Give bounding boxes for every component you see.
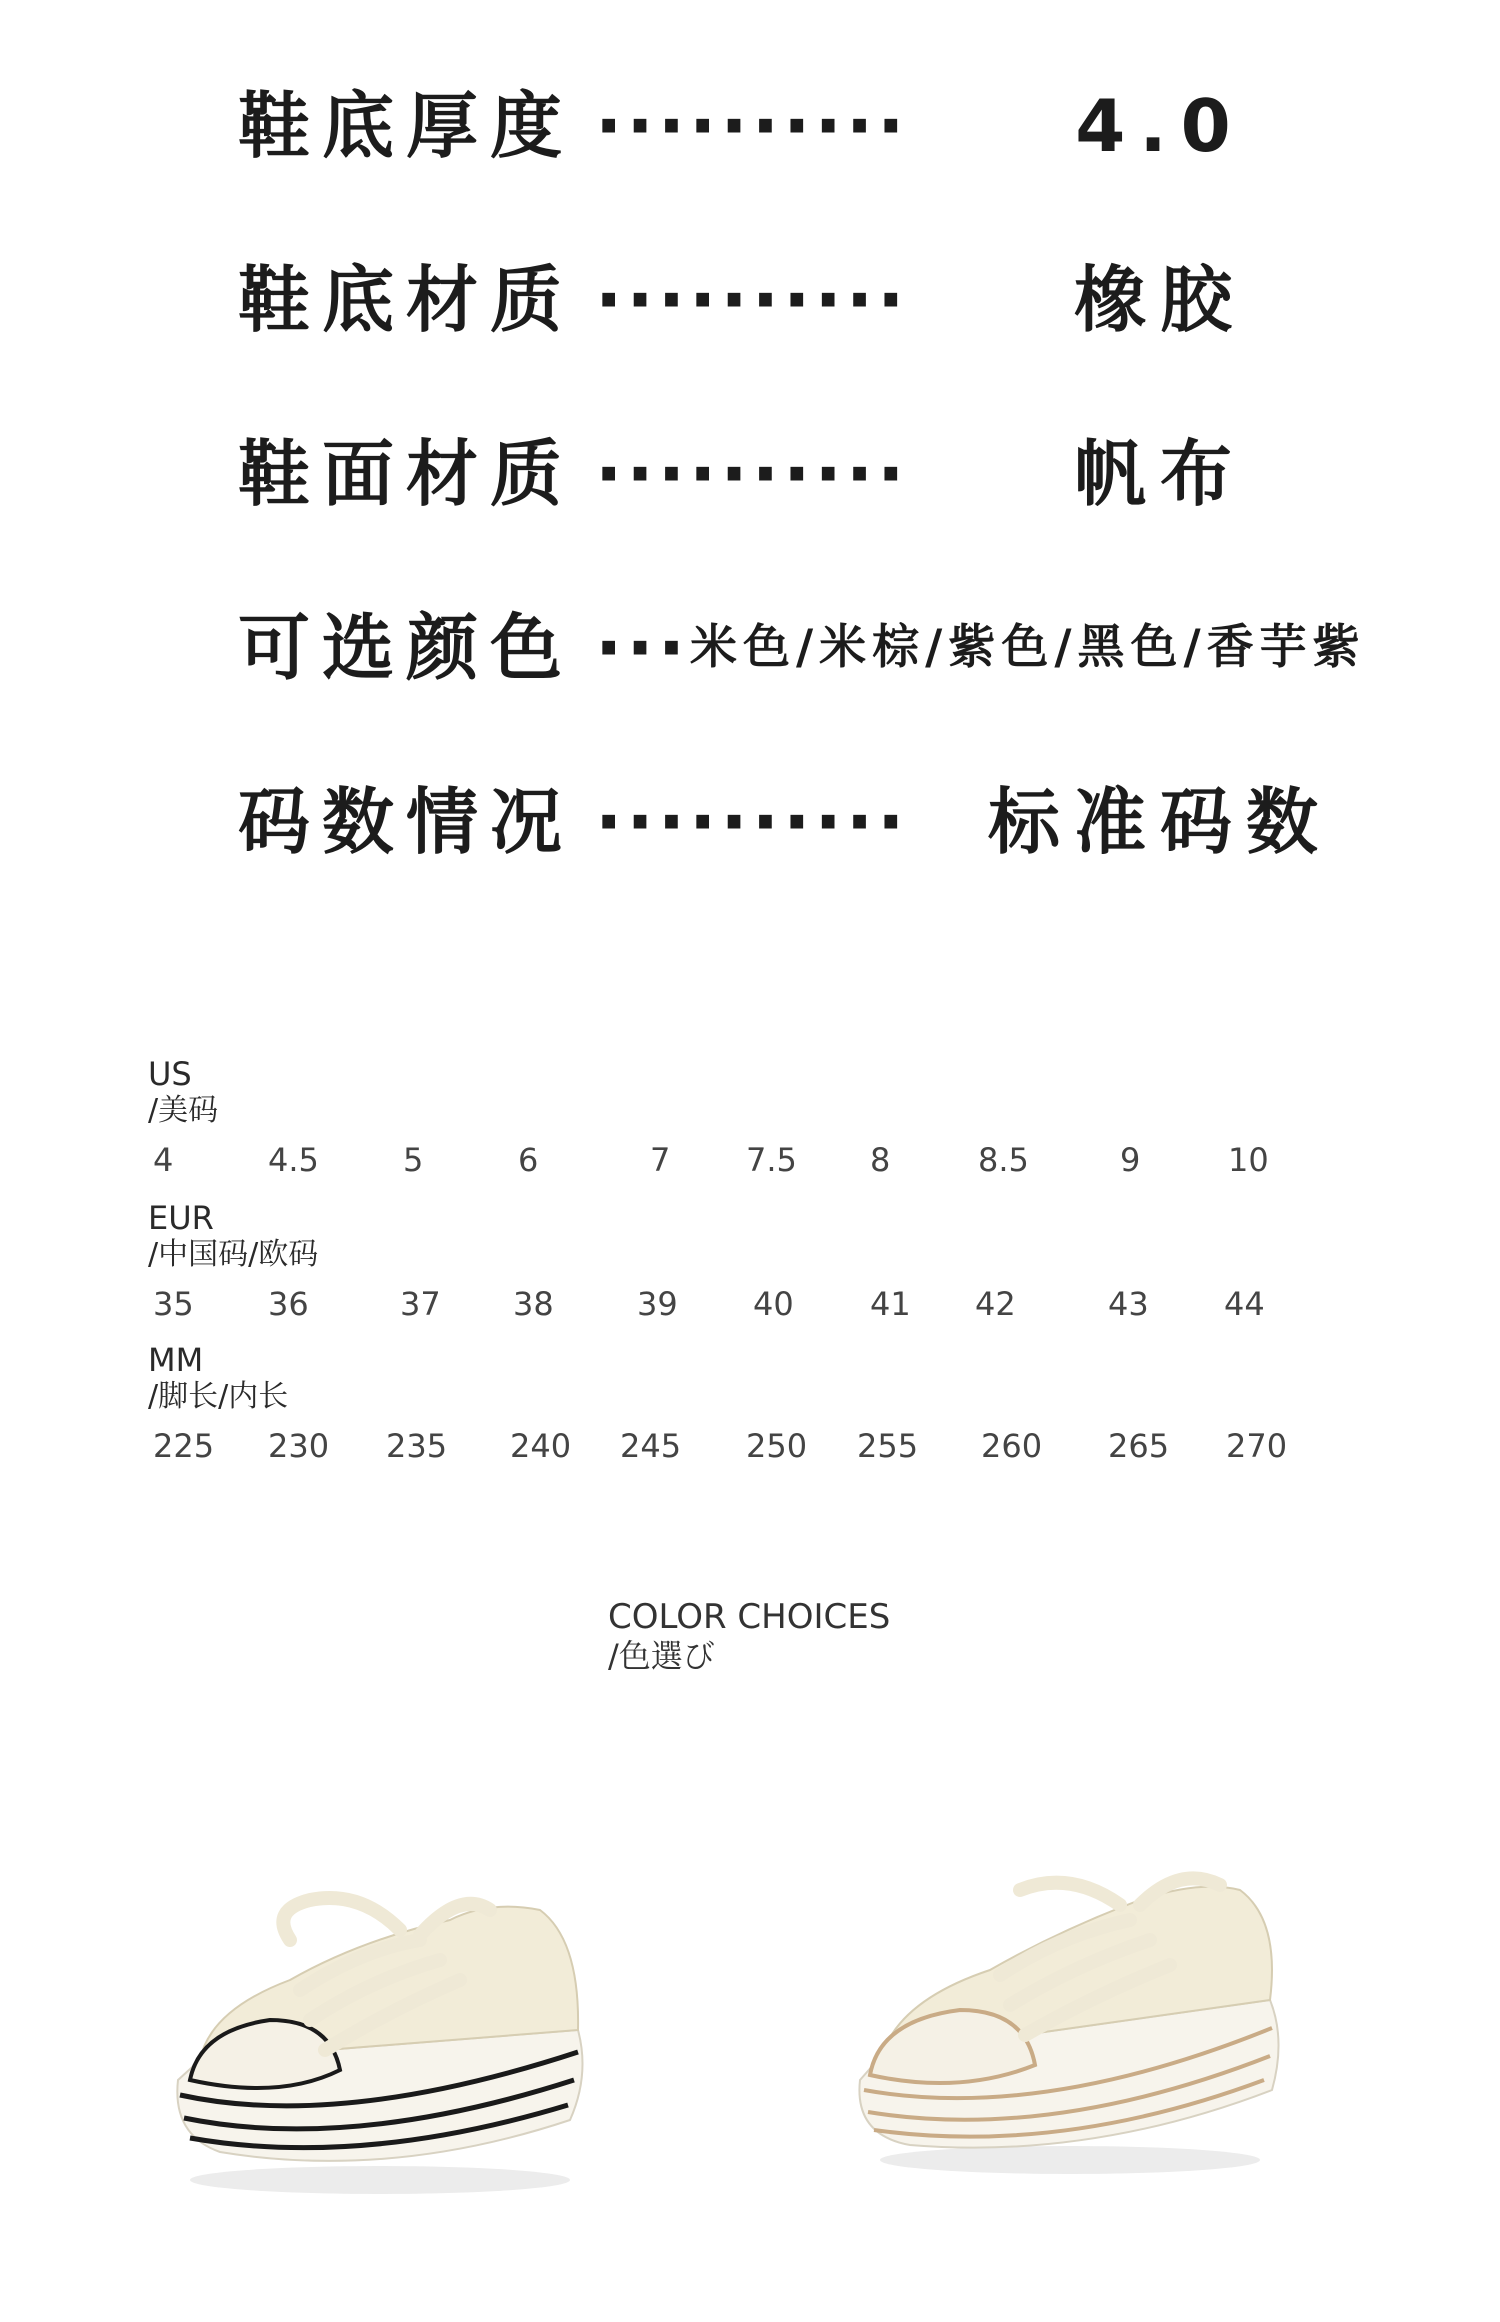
spec-value: 标准码数 xyxy=(987,780,1332,864)
size-cell: 6 xyxy=(518,1141,539,1179)
size-cell: 265 xyxy=(1108,1427,1170,1465)
spec-value: 帆布 xyxy=(1073,432,1246,516)
size-cell: 260 xyxy=(981,1427,1043,1465)
size-cell: 245 xyxy=(620,1427,682,1465)
beige-black-shoe-image xyxy=(160,1880,600,2200)
spec-label: 可选颜色 xyxy=(238,606,575,690)
size-cell: 225 xyxy=(153,1427,215,1465)
size-cell: 270 xyxy=(1226,1427,1288,1465)
eur-size-row xyxy=(0,1284,1500,1324)
spec-value: 米色/米棕/紫色/黑色/香芋紫 xyxy=(690,620,1366,675)
size-cell: 10 xyxy=(1228,1141,1269,1179)
us-size-heading: US xyxy=(148,1055,192,1093)
size-cell: 37 xyxy=(400,1285,441,1323)
spec-row-upper-material xyxy=(0,414,1500,534)
size-cell: 42 xyxy=(975,1285,1016,1323)
spec-label: 鞋面材质 xyxy=(238,432,575,516)
size-cell: 4.5 xyxy=(268,1141,319,1179)
spec-row-sole-material xyxy=(0,240,1500,360)
size-cell: 7 xyxy=(650,1141,671,1179)
size-cell: 4 xyxy=(153,1141,174,1179)
size-cell: 250 xyxy=(746,1427,808,1465)
spec-dots: ·········· xyxy=(595,780,909,864)
size-cell: 5 xyxy=(403,1141,424,1179)
size-cell: 41 xyxy=(870,1285,911,1323)
size-cell: 7.5 xyxy=(746,1141,797,1179)
spec-row-sole-thickness xyxy=(0,66,1500,186)
spec-dots: ·········· xyxy=(595,432,909,516)
spec-label: 鞋底材质 xyxy=(238,258,575,342)
spec-dots: ··· xyxy=(595,606,690,690)
eur-size-heading: EUR xyxy=(148,1199,214,1237)
mm-size-heading: MM xyxy=(148,1341,204,1379)
color-choices-title: COLOR CHOICES xyxy=(608,1597,891,1637)
spec-row-colors xyxy=(0,588,1500,708)
spec-label: 鞋底厚度 xyxy=(238,84,575,168)
beige-tan-shoe-image xyxy=(840,1860,1300,2180)
size-cell: 230 xyxy=(268,1427,330,1465)
mm-size-subheading: /脚长/内长 xyxy=(148,1379,289,1414)
us-size-subheading: /美码 xyxy=(148,1093,219,1128)
spec-value: 橡胶 xyxy=(1073,258,1246,342)
size-cell: 35 xyxy=(153,1285,194,1323)
spec-dots: ·········· xyxy=(595,84,909,168)
size-cell: 240 xyxy=(510,1427,572,1465)
size-cell: 9 xyxy=(1120,1141,1141,1179)
size-cell: 39 xyxy=(637,1285,678,1323)
mm-size-row xyxy=(0,1426,1500,1466)
spec-value: 4.0 xyxy=(1075,84,1245,168)
size-cell: 40 xyxy=(753,1285,794,1323)
size-cell: 38 xyxy=(513,1285,554,1323)
spec-row-sizing xyxy=(0,762,1500,882)
us-size-row xyxy=(0,1140,1500,1180)
size-cell: 255 xyxy=(857,1427,919,1465)
size-cell: 44 xyxy=(1224,1285,1265,1323)
size-cell: 8.5 xyxy=(978,1141,1029,1179)
size-cell: 8 xyxy=(870,1141,891,1179)
color-choices-subtitle: /色選び xyxy=(608,1637,715,1675)
size-cell: 36 xyxy=(268,1285,309,1323)
spec-label: 码数情况 xyxy=(238,780,575,864)
spec-dots: ·········· xyxy=(595,258,909,342)
size-cell: 235 xyxy=(386,1427,448,1465)
eur-size-subheading: /中国码/欧码 xyxy=(148,1237,319,1272)
size-cell: 43 xyxy=(1108,1285,1149,1323)
